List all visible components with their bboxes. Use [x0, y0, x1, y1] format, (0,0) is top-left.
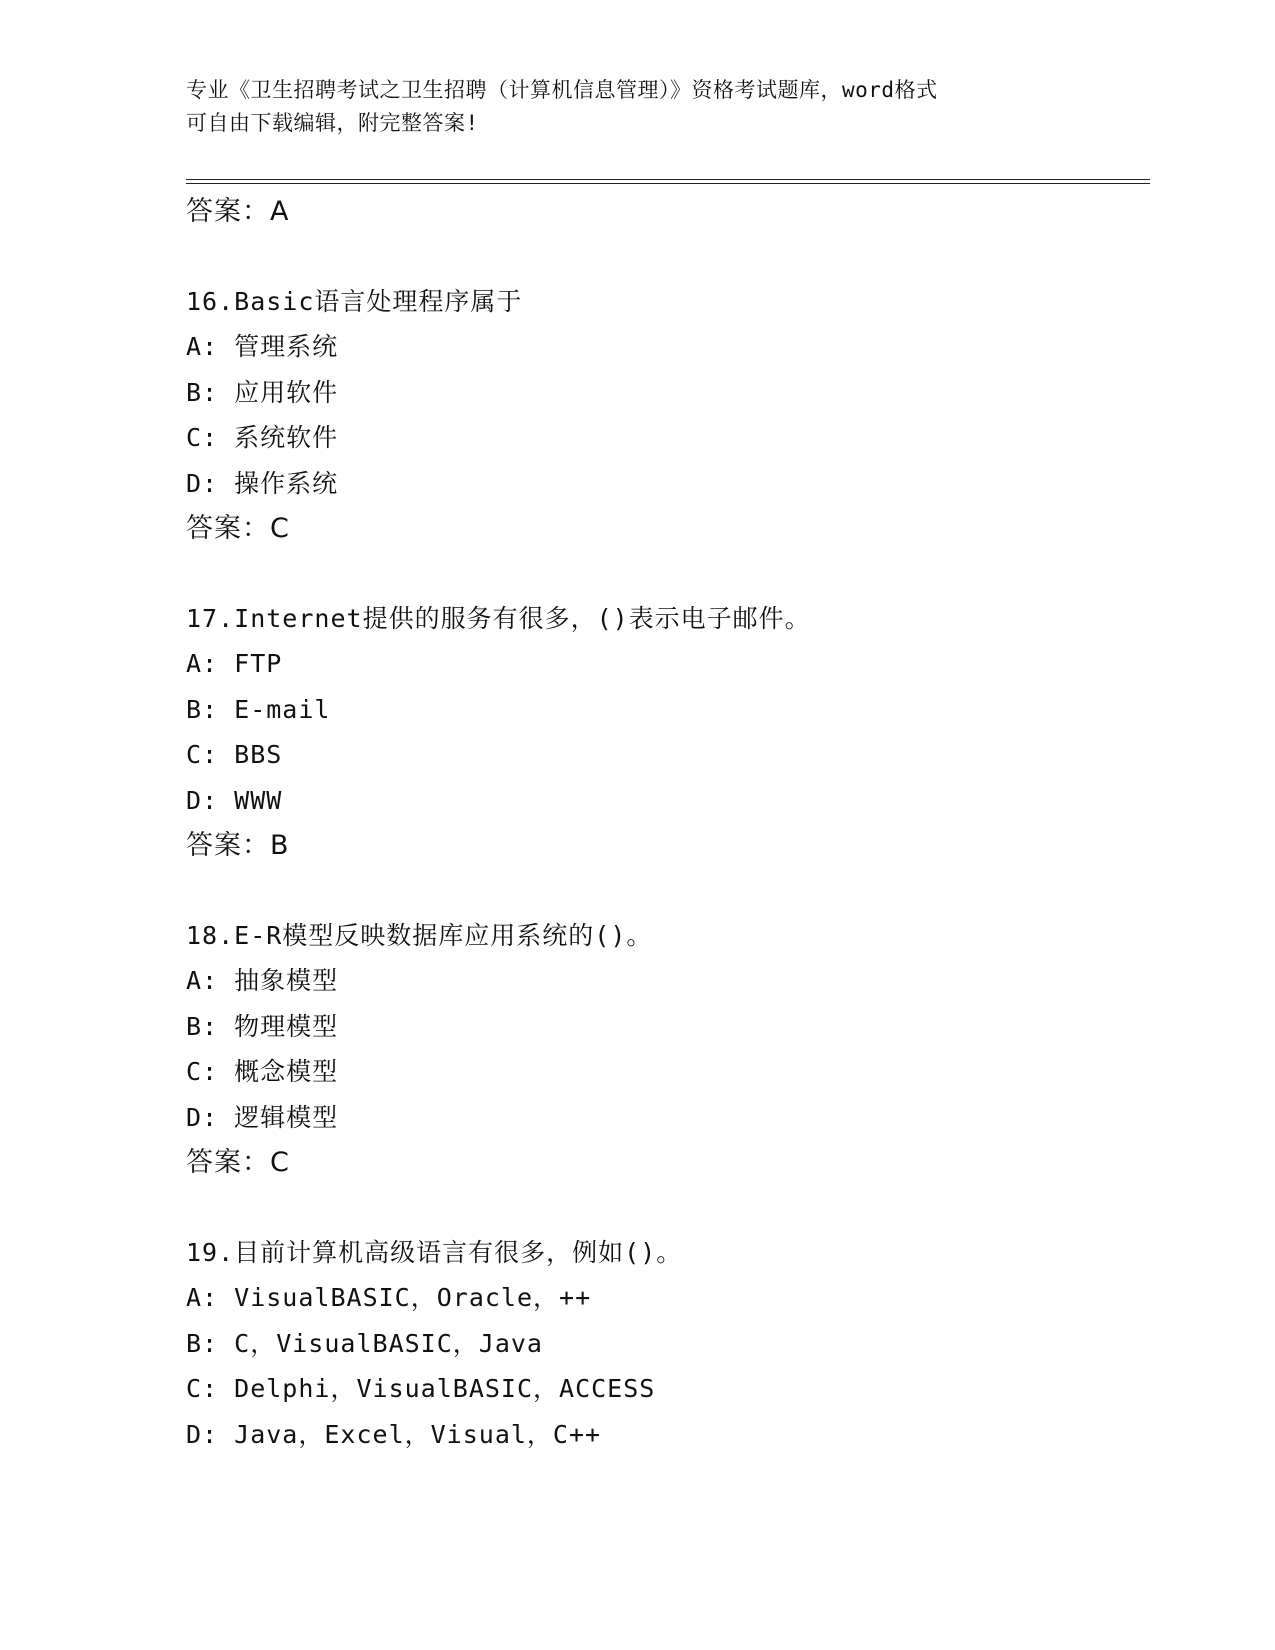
answer-previous: 答案：A [186, 196, 290, 227]
question-17 [186, 596, 1146, 869]
option-d: D: 操作系统 [186, 468, 339, 498]
question-18 [186, 913, 1146, 1186]
question-stem: 17.Internet提供的服务有很多，()表示电子邮件。 [186, 603, 811, 633]
option-c: C: 系统软件 [186, 423, 339, 452]
question-stem: 19.目前计算机高级语言有很多，例如()。 [186, 1237, 683, 1267]
answer: 答案：B [186, 830, 290, 861]
option-c: C: BBS [186, 740, 283, 769]
option-c: C: 概念模型 [186, 1057, 339, 1086]
option-a: A: 管理系统 [186, 332, 339, 361]
question-16 [186, 279, 1146, 552]
document-header [186, 74, 1086, 140]
option-d: D: 逻辑模型 [186, 1102, 339, 1132]
question-list [186, 189, 1146, 1457]
option-d: D: WWW [186, 785, 283, 815]
option-b: B: E-mail [186, 694, 331, 724]
option-c: C: Delphi，VisualBASIC，ACCESS [186, 1374, 656, 1403]
option-b: B: 物理模型 [186, 1011, 339, 1041]
option-b: B: C，VisualBASIC，Java [186, 1328, 543, 1358]
header-divider-bottom [186, 183, 1150, 184]
question-19 [186, 1230, 1146, 1458]
answer: 答案：C [186, 1147, 290, 1178]
question-stem: 18.E-R模型反映数据库应用系统的()。 [186, 920, 653, 950]
question-stem: 16.Basic语言处理程序属于 [186, 286, 523, 316]
option-a: A: FTP [186, 649, 283, 678]
header-line-1: 专业《卫生招聘考试之卫生招聘（计算机信息管理）》资格考试题库，word格式 [186, 78, 938, 102]
option-b: B: 应用软件 [186, 377, 339, 407]
option-a: A: 抽象模型 [186, 966, 339, 995]
header-divider-top [186, 179, 1150, 180]
header-line-2: 可自由下载编辑，附完整答案! [186, 111, 479, 135]
option-a: A: VisualBASIC，Oracle，++ [186, 1283, 592, 1312]
option-d: D: Java，Excel，Visual，C++ [186, 1419, 602, 1449]
answer: 答案：C [186, 513, 290, 544]
